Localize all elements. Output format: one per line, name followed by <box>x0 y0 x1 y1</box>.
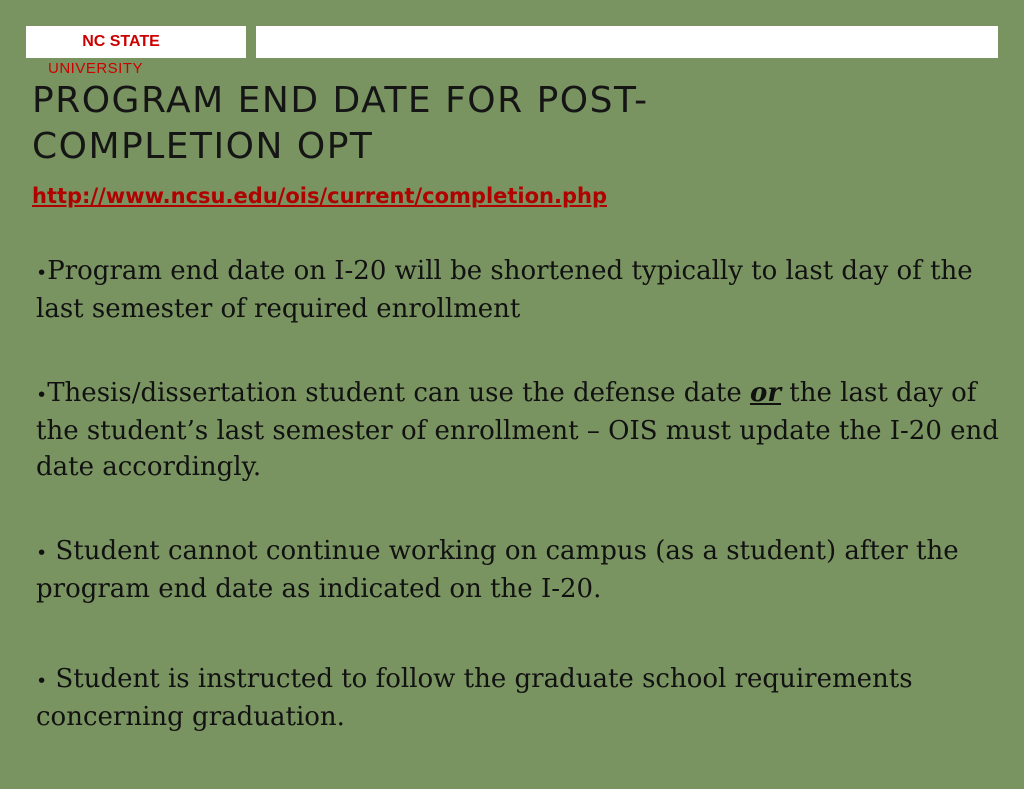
bullet-dot: • <box>36 262 48 284</box>
bullet-item <box>36 375 1008 485</box>
bullet-text: Student is instructed to follow the graduate school requirements concerning graduation. <box>36 664 913 732</box>
slide-title <box>32 78 649 170</box>
title-line-1: PROGRAM END DATE FOR POST- <box>32 80 649 121</box>
bullet-text: Student cannot continue working on campus (as a student) after the program end date as indicated on the I-20. <box>36 536 959 604</box>
bullet-text: Program end date on I-20 will be shortened typically to last day of the last semester of required enrollment <box>36 256 973 324</box>
bullet-list <box>36 253 1008 789</box>
bullet-dot: • <box>36 670 48 692</box>
bullet-item <box>36 661 1008 735</box>
logo-university: UNIVERSITY <box>48 60 144 77</box>
bullet-dot: • <box>36 384 48 406</box>
bullet-text: Thesis/dissertation student can use the defense date <box>47 378 750 408</box>
logo-box <box>26 26 246 58</box>
logo-nc-state: NC STATE <box>82 33 160 50</box>
bullet-text: the last day of the student’s last semester of enrollment – OIS must update the I-20 end date accordingly. <box>36 378 999 482</box>
bullet-dot: • <box>36 542 48 564</box>
completion-link[interactable]: http://www.ncsu.edu/ois/current/completion.php <box>32 184 607 208</box>
header-bar <box>256 26 998 58</box>
bullet-item <box>36 533 1008 607</box>
bullet-item <box>36 253 1008 327</box>
bullet-emphasis: or <box>750 378 782 408</box>
title-line-2: COMPLETION OPT <box>32 126 374 167</box>
